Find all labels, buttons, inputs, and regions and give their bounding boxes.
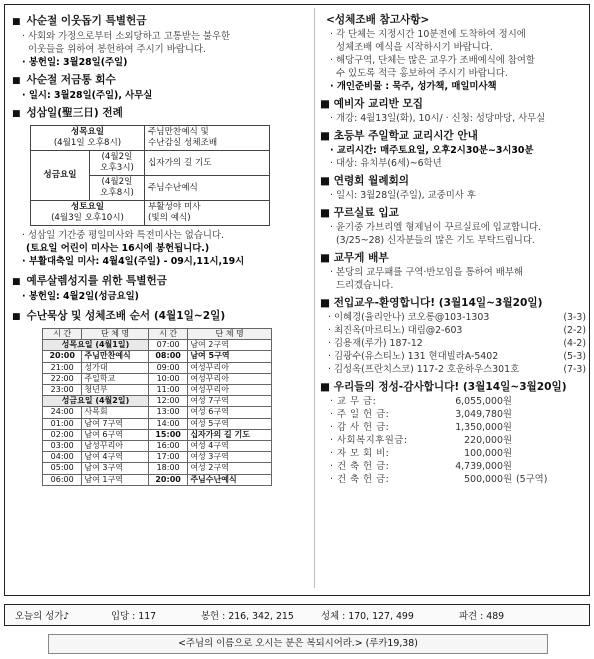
table-row — [43, 429, 272, 440]
section-text: · 본당의 교무패를 구역·반모임을 통하여 배부해 — [330, 267, 523, 278]
triduum-table — [30, 125, 270, 226]
section-text: 이웃들을 위하여 봉헌하여 주시기 바랍니다. — [28, 44, 206, 55]
schedule-day-header: 성목요일 (4월1일) — [43, 340, 149, 351]
section-text: 수 있도록 적극 홍보하여 주시기 바랍니다. — [336, 68, 508, 79]
section-text: (3/25~28) 신자분들의 많은 기도 부탁드립니다. — [336, 235, 535, 246]
day-name: 성토요일 — [70, 202, 105, 212]
liturgy-desc: 주님만찬예식 및 — [148, 127, 209, 137]
schedule-time: 07:00 — [148, 340, 187, 351]
schedule-time: 21:00 — [43, 362, 82, 373]
schedule-time: 24:00 — [43, 407, 82, 418]
section-title: <성체조배 참고사항> — [326, 14, 430, 26]
list-item — [320, 395, 586, 408]
table-row — [43, 373, 272, 384]
section-note: · 부활대축일 미사: 4월4일(주일) - 09시,11시,19시 — [22, 256, 245, 267]
section-adoration-notes — [320, 13, 586, 93]
newcomer-district: (7-3) — [563, 364, 586, 375]
section-lenten-piggybank — [12, 73, 310, 102]
section-note: (토요일 어린이 미사는 16시에 봉헌됩니다.) — [26, 243, 210, 254]
section-cursillo — [320, 206, 586, 247]
offering-name: · 건 축 헌 금: — [330, 474, 390, 485]
section-text: · 일시: 3월28일(주일), 사무실 — [22, 90, 153, 101]
square-bullet-icon: ■ — [320, 175, 331, 187]
list-item — [320, 447, 586, 460]
section-title: 사순절 저금통 회수 — [26, 74, 116, 86]
square-bullet-icon: ■ — [320, 98, 331, 110]
right-column — [320, 10, 586, 486]
section-title: 예비자 교리반 모집 — [333, 98, 423, 110]
section-triduum — [12, 106, 310, 268]
left-column — [12, 10, 310, 486]
schedule-group: 여성 3구역 — [188, 452, 272, 463]
offering-name: · 주 일 헌 금: — [330, 409, 390, 420]
schedule-time: 20:00 — [43, 351, 82, 362]
section-title: 교무게 배부 — [333, 252, 389, 264]
offering-list — [320, 395, 586, 486]
schedule-group: 남여 4구역 — [82, 452, 148, 463]
schedule-time: 18:00 — [148, 463, 187, 474]
schedule-time: 02:00 — [43, 429, 82, 440]
offering-amount: 4,739,000원 — [455, 461, 512, 472]
schedule-header: 시 간 — [148, 329, 187, 340]
offering-note: (5구역) — [516, 474, 548, 485]
section-jerusalem-offering — [12, 274, 310, 303]
schedule-header: 단 체 명 — [188, 329, 272, 340]
column-divider — [314, 8, 315, 588]
section-title: 사순절 이웃돕기 특별헌금 — [26, 15, 147, 27]
section-text: · 개강: 4월13일(화), 10시/ · 신청: 성당마당, 사무실 — [330, 113, 546, 124]
schedule-group: 여성 6구역 — [188, 407, 272, 418]
liturgy-desc: 십자가의 길 기도 — [145, 151, 270, 176]
list-item — [320, 350, 586, 363]
liturgy-desc: 주님수난예식 — [145, 176, 270, 201]
newcomer-name: · 최진옥(마르티노) 대림@2-603 — [328, 325, 463, 336]
section-text: · 각 단체는 지정시간 10분전에 도착하여 정시에 — [330, 29, 526, 40]
day-time: (4월2일 — [101, 152, 133, 162]
list-item — [320, 337, 586, 350]
schedule-header: 시 간 — [43, 329, 82, 340]
day-time: (4월1일 오후8시) — [53, 138, 122, 148]
offering-name: · 교 무 금: — [330, 396, 377, 407]
schedule-group: 주님만찬예식 — [82, 351, 148, 362]
section-date: · 봉헌일: 3월28일(주일) — [22, 57, 128, 68]
liturgy-desc: 부활성야 미사 — [148, 202, 201, 212]
section-text: · 일시: 3월28일(주일), 교중미사 후 — [330, 190, 476, 201]
hymn-communion: 성체 : 170, 127, 499 — [321, 611, 414, 622]
section-adoration-schedule — [12, 309, 310, 486]
schedule-time: 22:00 — [43, 373, 82, 384]
section-title: 전입교우-환영합니다! (3월14일~3월20일) — [333, 297, 543, 309]
list-item — [320, 324, 586, 337]
schedule-group: 남여 1구역 — [82, 474, 148, 485]
day-time: (4월3일 오후10시) — [51, 213, 124, 223]
offering-name: · 건 축 헌 금: — [330, 461, 390, 472]
square-bullet-icon: ■ — [320, 297, 331, 309]
hymn-entrance: 입당 : 117 — [111, 611, 157, 622]
section-text: · 해당구역, 단체는 많은 교우가 조배예식에 참여할 — [330, 55, 535, 66]
newcomer-name: · 이혜경(율리안나) 코오롱@103-1303 — [328, 312, 490, 323]
schedule-group: 여성 5구역 — [188, 418, 272, 429]
schedule-time: 06:00 — [43, 474, 82, 485]
table-row — [43, 418, 272, 429]
newcomer-name: · 김용재(루가) 187-12 — [328, 338, 423, 349]
schedule-group: 여성꾸리아 — [188, 362, 272, 373]
schedule-day-header: 성금요일 (4월2일) — [43, 396, 149, 407]
hymn-label: 오늘의 성가♪ — [15, 611, 70, 622]
section-title: 연령회 월례회의 — [333, 175, 410, 187]
offering-amount: 500,000원 — [464, 474, 512, 485]
adoration-schedule-table — [42, 328, 272, 486]
offering-amount: 3,049,780원 — [455, 409, 512, 420]
list-item — [320, 421, 586, 434]
square-bullet-icon: ■ — [320, 252, 331, 264]
square-bullet-icon: ■ — [12, 312, 21, 322]
liturgy-desc: 수난감실 성체조배 — [148, 138, 218, 148]
offering-amount: 1,350,000원 — [455, 422, 512, 433]
table-row — [43, 351, 272, 362]
schedule-time: 12:00 — [148, 396, 187, 407]
schedule-group: 여성 7구역 — [188, 396, 272, 407]
table-row — [43, 407, 272, 418]
newcomer-district: (4-2) — [563, 338, 586, 349]
schedule-time: 01:00 — [43, 418, 82, 429]
offering-name: · 사회복지후원금: — [330, 435, 408, 446]
schedule-header: 단 체 명 — [82, 329, 148, 340]
section-text: · 윤기중 가브리엘 형제님이 꾸르실료에 입교합니다. — [330, 222, 542, 233]
schedule-time: 20:00 — [148, 474, 187, 485]
newcomer-list — [320, 311, 586, 376]
schedule-group: 남여 3구역 — [82, 463, 148, 474]
section-funeral-society — [320, 174, 586, 202]
day-time: (4월2일 — [101, 177, 133, 187]
section-text: · 대상: 유치부(6세)~6학년 — [330, 158, 442, 169]
square-bullet-icon: ■ — [320, 381, 331, 393]
table-row — [43, 474, 272, 485]
newcomer-name: · 김광수(유스티노) 131 현대빌라A-5402 — [328, 351, 499, 362]
list-item — [320, 363, 586, 376]
day-time: 오후8시) — [100, 188, 134, 198]
schedule-time: 04:00 — [43, 452, 82, 463]
offering-amount: 100,000원 — [464, 448, 512, 459]
schedule-time: 11:00 — [148, 385, 187, 396]
schedule-time: 03:00 — [43, 441, 82, 452]
schedule-time: 17:00 — [148, 452, 187, 463]
square-bullet-icon: ■ — [12, 17, 21, 27]
list-item — [320, 473, 586, 486]
schedule-time: 09:00 — [148, 362, 187, 373]
section-note: · 성삼일 기간중 평일미사와 특전미사는 없습니다. — [22, 230, 224, 241]
schedule-group: 남성꾸리아 — [82, 441, 148, 452]
section-title: 성삼일(聖三日) 전례 — [26, 107, 123, 119]
schedule-group: 여성꾸리아 — [188, 373, 272, 384]
schedule-group: 청년부 — [82, 385, 148, 396]
section-title: 예루살렘성지를 위한 특별헌금 — [26, 275, 167, 287]
day-time: 오후3시) — [100, 163, 134, 173]
section-text: · 사회와 가정으로부터 소외당하고 고통받는 불우한 — [22, 31, 231, 42]
table-row — [43, 362, 272, 373]
section-text: · 개인준비물 : 묵주, 성가책, 매일미사책 — [330, 81, 497, 92]
schedule-time: 08:00 — [148, 351, 187, 362]
schedule-group: 남여 6구역 — [82, 429, 148, 440]
table-row — [43, 385, 272, 396]
schedule-group: 성가대 — [82, 362, 148, 373]
section-text: · 봉헌일: 4월2일(성금요일) — [22, 291, 139, 302]
schedule-group: 여성 2구역 — [188, 463, 272, 474]
newcomer-district: (5-3) — [563, 351, 586, 362]
schedule-group: 주일학교 — [82, 373, 148, 384]
section-offerings — [320, 380, 586, 486]
newcomer-name: · 김성옥(프란치스코) 117-2 호운하우스301호 — [328, 364, 520, 375]
liturgy-desc: (빛의 예식) — [148, 213, 191, 223]
offering-name: · 자 모 회 비: — [330, 448, 390, 459]
hymn-footer — [4, 604, 590, 626]
table-row — [43, 452, 272, 463]
section-text: 드리겠습니다. — [336, 280, 394, 291]
offering-amount: 6,055,000원 — [455, 396, 512, 407]
schedule-time: 23:00 — [43, 385, 82, 396]
section-new-parishioners — [320, 296, 586, 376]
schedule-group: 주님수난예식 — [188, 474, 272, 485]
table-row — [43, 340, 272, 351]
table-row — [43, 396, 272, 407]
section-sunday-school — [320, 129, 586, 170]
schedule-time: 14:00 — [148, 418, 187, 429]
section-title: 수난묵상 및 성체조배 순서 (4월1일~2일) — [26, 310, 226, 322]
section-text: 성체조배 예식을 시작하시기 바랍니다. — [336, 42, 493, 53]
section-lenten-charity — [12, 14, 310, 69]
schedule-time: 10:00 — [148, 373, 187, 384]
section-catechumen — [320, 97, 586, 125]
list-item — [320, 311, 586, 324]
schedule-group: 남여 5구역 — [188, 351, 272, 362]
section-text: · 교리시간: 매주토요일, 오후2시30분~3시30분 — [330, 145, 534, 156]
offering-amount: 220,000원 — [464, 435, 512, 446]
section-title: 꾸르실료 입교 — [333, 207, 399, 219]
schedule-time: 16:00 — [148, 441, 187, 452]
newcomer-district: (3-3) — [563, 312, 586, 323]
square-bullet-icon: ■ — [12, 109, 21, 119]
table-row — [43, 463, 272, 474]
schedule-group: 남여 7구역 — [82, 418, 148, 429]
schedule-group: 여성 4구역 — [188, 441, 272, 452]
square-bullet-icon: ■ — [320, 207, 331, 219]
table-row — [43, 441, 272, 452]
square-bullet-icon: ■ — [12, 277, 21, 287]
schedule-time: 15:00 — [148, 429, 187, 440]
section-dues-cards — [320, 251, 586, 292]
hymn-offertory: 봉헌 : 216, 342, 215 — [201, 611, 294, 622]
schedule-group: 남여 2구역 — [188, 340, 272, 351]
day-name: 성목요일 — [70, 127, 105, 137]
bible-verse: <주님의 이름으로 오시는 분은 복되시어라.> (루카19,38) — [48, 634, 548, 654]
offering-name: · 감 사 헌 금: — [330, 422, 390, 433]
newcomer-district: (2-2) — [563, 325, 586, 336]
hymn-dismissal: 파견 : 489 — [459, 611, 505, 622]
schedule-group: 십자가의 길 기도 — [188, 429, 272, 440]
list-item — [320, 408, 586, 421]
square-bullet-icon: ■ — [320, 130, 331, 142]
schedule-group: 사목회 — [82, 407, 148, 418]
list-item — [320, 434, 586, 447]
list-item — [320, 460, 586, 473]
section-title: 우리들의 정성-감사합니다! (3월14일~3월20일) — [333, 381, 567, 393]
day-name: 성금요일 — [43, 170, 77, 180]
square-bullet-icon: ■ — [12, 76, 21, 86]
schedule-group: 여성꾸리아 — [188, 385, 272, 396]
schedule-time: 05:00 — [43, 463, 82, 474]
section-title: 초등부 주일학교 교리시간 안내 — [333, 130, 478, 142]
schedule-time: 13:00 — [148, 407, 187, 418]
